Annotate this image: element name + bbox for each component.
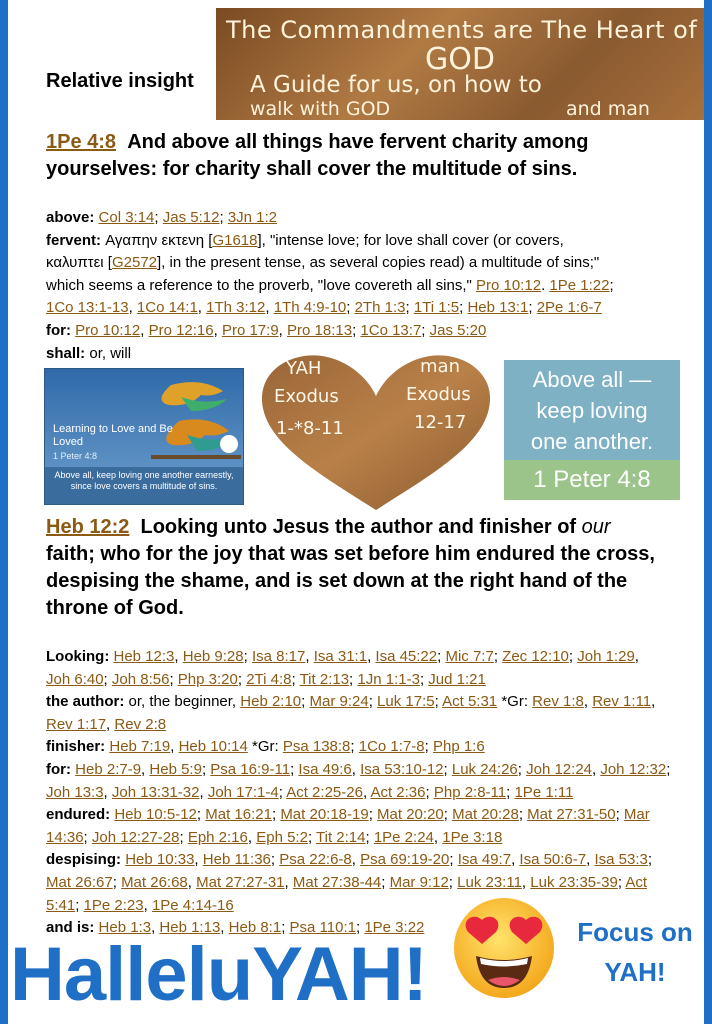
ref-link[interactable]: 1Pe 2:24 <box>373 828 434 846</box>
ref-link[interactable]: 1Pe 3:22 <box>364 919 425 937</box>
note-label: Looking: <box>46 648 110 665</box>
section-label: Relative insight <box>46 70 194 92</box>
ref-link[interactable]: Eph 2:16 <box>187 828 248 846</box>
note-text: Αγαπην εκτενη [ <box>105 231 213 249</box>
verse-text: yourselves: for charity shall cover the multitude of sins. <box>46 158 578 180</box>
halleluyah-banner: HalleluYAH! <box>10 932 427 1017</box>
ref-link[interactable]: Mat 27:27-31 <box>196 873 285 891</box>
strongs-link[interactable]: G1618 <box>212 231 258 249</box>
ref-link[interactable]: Act 2:36 <box>370 783 426 801</box>
ref-link[interactable]: Eph 5:2 <box>256 828 308 846</box>
banner-line-5: and man <box>566 98 650 120</box>
ref-link[interactable]: Tit 2:13 <box>299 670 350 688</box>
heart-left-3: 1-*8-11 <box>276 418 344 439</box>
heart-right-2: Exodus <box>406 384 471 405</box>
ref-link[interactable]: Luk 23:11 <box>457 873 522 891</box>
ref-link[interactable]: Heb 11:36 <box>202 851 271 869</box>
ref-link[interactable]: Heb 2:10 <box>240 693 302 711</box>
ref-link[interactable]: Mat 16:21 <box>205 806 272 824</box>
ref-link[interactable]: Heb 10:14 <box>178 738 248 756</box>
ref-link[interactable]: Mat 27:31-50 <box>527 806 616 824</box>
ref-link[interactable]: 3Jn 1:2 <box>227 209 278 226</box>
verse-text: faith; who for the joy that was set before him endured the cross, <box>46 543 655 565</box>
bird-caption: Above all, keep loving one another earnestly, since love covers a multitude of sins. <box>45 467 243 504</box>
ref-link[interactable]: 1Ti 1:5 <box>413 299 460 317</box>
ref-link[interactable]: 2Ti 4:8 <box>246 670 292 688</box>
verse-text: despising the shame, and is set down at the right hand of the <box>46 570 628 592</box>
ref-link[interactable]: 1Pe 1:22 <box>549 276 610 294</box>
ref-link[interactable]: Mat 20:20 <box>377 806 444 824</box>
ref-link[interactable]: Isa 45:22 <box>375 648 438 665</box>
ref-link[interactable]: Heb 2:7-9 <box>75 760 142 778</box>
ref-link[interactable]: Psa 22:6-8 <box>279 851 352 869</box>
ref-link[interactable]: Pro 10:12 <box>476 276 542 294</box>
note-label: finisher: <box>46 738 106 756</box>
ref-link[interactable]: Mar 14:36 <box>46 806 650 846</box>
verse-ref-link[interactable]: 1Pe 4:8 <box>46 131 117 153</box>
cross-references-1: above: Col 3:14; Jas 5:12; 3Jn 1:2 fervent: Αγαπην εκτενη [G1618], "intense love; for love shall cover (or covers, καλυπτει [G2572], in the present tense, as several copies read) a multitude of sins;" which seems a reference to the proverb, "love covereth all sins," Pro 10:12. 1Pe 1:22; 1Co 13:1-13, 1Co 14:1, 1Th 3:12, 1Th 4:9-10; 2Th 1:3; 1Ti 1:5; Heb 13:1; 2Pe 1:6-7 for: Pro 10:12, Pro 12:16, Pro 17:9, Pro 18:13; 1Co 13:7; Jas 5:20 shall: or, will <box>46 209 614 362</box>
verse-heb-12-2 <box>46 514 676 622</box>
note-label: fervent: <box>46 231 102 249</box>
commandments-banner <box>216 8 704 120</box>
note-label: for: <box>46 321 71 339</box>
ref-link[interactable]: Jas 5:12 <box>162 209 220 226</box>
ref-link[interactable]: Isa 8:17 <box>251 648 306 665</box>
ref-link[interactable]: Act 5:41 <box>46 873 648 914</box>
ref-link[interactable]: Luk 17:5 <box>377 693 435 711</box>
banner-line-4: walk with GOD <box>250 98 391 120</box>
ref-link[interactable]: Mar 9:24 <box>309 693 369 711</box>
ref-link[interactable]: Pro 18:13 <box>287 321 353 339</box>
ref-link[interactable]: Psa 69:19-20 <box>360 851 450 869</box>
heart-eyes-face-icon <box>452 896 556 1000</box>
heart-right-1: man <box>420 356 460 377</box>
banner-line-1: The Commandments are The Heart of <box>226 16 698 44</box>
ref-link[interactable]: Isa 50:6-7 <box>519 851 587 869</box>
note-label: and is: <box>46 919 95 937</box>
ref-link[interactable]: 1Co 13:7 <box>360 321 422 339</box>
focus-on-yah <box>566 912 704 992</box>
banner-line-3: A Guide for us, on how to <box>250 72 542 98</box>
ref-link[interactable]: Pro 10:12 <box>75 321 141 339</box>
verse-1pe-4-8 <box>46 129 666 183</box>
note-label: shall: <box>46 344 86 362</box>
ref-link[interactable]: Pro 17:9 <box>221 321 279 339</box>
app-logo-icon <box>220 435 238 453</box>
bird-title: Learning to Love and Be Loved <box>53 423 173 448</box>
ref-link[interactable]: 1Co 13:1-13 <box>46 299 129 317</box>
ref-link[interactable]: Heb 12:3 <box>113 648 175 665</box>
note-text: *Gr: <box>252 738 283 756</box>
heart-left-2: Exodus <box>274 386 339 407</box>
ref-link[interactable]: Act 5:31 <box>442 693 498 711</box>
ref-link[interactable]: Heb 9:28 <box>182 648 244 665</box>
ref-link[interactable]: Php 1:6 <box>432 738 485 756</box>
note-text: or, will <box>89 344 132 362</box>
card-text <box>504 364 680 457</box>
ref-link[interactable]: 1Co 14:1 <box>136 299 198 317</box>
banner-line-2: GOD <box>425 42 495 77</box>
note-text: ], in the present tense, as several copies read) a multitude of sins;" <box>157 254 600 272</box>
ref-link[interactable]: Isa 49:6 <box>298 760 352 778</box>
ref-link[interactable]: Zec 12:10 <box>502 648 569 665</box>
ref-link[interactable]: Heb 5:9 <box>149 760 202 778</box>
card-line: one another. <box>530 429 654 454</box>
bird-image <box>44 368 244 505</box>
ref-link[interactable]: Rev 1:8 <box>532 693 584 711</box>
heart-left-1: YAH <box>286 358 322 379</box>
card-line: keep loving <box>536 398 648 423</box>
ref-link[interactable]: Heb 7:19 <box>109 738 171 756</box>
strongs-link[interactable]: G2572 <box>111 254 158 272</box>
note-label: for: <box>46 760 71 778</box>
card-ref: 1 Peter 4:8 <box>504 460 680 500</box>
ref-link[interactable]: Joh 12:27-28 <box>91 828 180 846</box>
ref-link[interactable]: Mat 26:68 <box>121 873 188 891</box>
ref-link[interactable]: Mat 27:38-44 <box>292 873 382 891</box>
note-text: or, the beginner, <box>128 693 241 711</box>
ref-link[interactable]: Jas 5:20 <box>429 321 487 339</box>
ref-link[interactable]: Heb 10:33 <box>125 851 195 869</box>
ref-link[interactable]: 2Pe 1:6-7 <box>536 299 602 317</box>
ref-link[interactable]: Heb 8:1 <box>228 919 282 937</box>
ref-link[interactable]: Act 2:25-26 <box>286 783 363 801</box>
ref-link[interactable]: Mat 26:67 <box>46 873 113 891</box>
ref-link[interactable]: 1Th 3:12 <box>206 299 266 317</box>
ref-link[interactable]: 1Pe 4:14-16 <box>151 896 234 914</box>
focus-line: YAH! <box>604 957 666 987</box>
ref-link[interactable]: Col 3:14 <box>98 209 155 226</box>
ref-link[interactable]: Jud 1:21 <box>428 670 486 688</box>
ref-link[interactable]: 1Jn 1:1-3 <box>357 670 420 688</box>
ref-link[interactable]: Joh 8:56 <box>111 670 170 688</box>
ref-link[interactable]: Rev 1:17 <box>46 715 107 733</box>
heart-right-3: 12-17 <box>414 412 467 433</box>
ref-link[interactable]: Isa 31:1 <box>313 648 368 665</box>
ref-link[interactable]: Joh 12:32 <box>600 760 667 778</box>
ref-link[interactable]: Mat 20:18-19 <box>280 806 369 824</box>
ref-link[interactable]: Luk 24:26 <box>451 760 518 778</box>
note-text: which seems a reference to the proverb, "love covereth all sins," <box>46 276 477 294</box>
ref-link[interactable]: 1Pe 1:11 <box>514 783 574 801</box>
note-text: ], "intense love; for love shall cover (or covers, <box>257 231 564 249</box>
ref-link[interactable]: 1Pe 3:18 <box>442 828 503 846</box>
verse-text: And above all things have fervent charity among <box>127 131 589 153</box>
ref-link[interactable]: Psa 110:1 <box>289 919 356 937</box>
ref-link[interactable]: 1Th 4:9-10 <box>273 299 347 317</box>
ref-link[interactable]: Isa 49:7 <box>457 851 512 869</box>
cross-references-2: Looking: Heb 12:3, Heb 9:28; Isa 8:17, Isa 31:1, Isa 45:22; Mic 7:7; Zec 12:10; Joh 1:29, Joh 6:40; Joh 8:56; Php 3:20; 2Ti 4:8; Tit 2:13; 1Jn 1:1-3; Jud 1:21 the author: or, the beginner, Heb 2:10; Mar 9:24; Luk 17:5; Act 5:31 *Gr: Rev 1:8, Rev 1:11, Rev 1:17, Rev 2:8 finisher: Heb 7:19, Heb 10:14 *Gr: Psa 138:8; 1Co 1:7-8; Php 1:6 for: Heb 2:7-9, Heb 5:9; Psa 16:9-11; Isa 49:6, Isa 53:10-12; Luk 24:26; Joh 12:24, Joh 12:32; Joh 13:3, Joh 13:31-32, Joh 17:1-4; Act 2:25-26, Act 2:36; Php 2:8-11; 1Pe 1:11 endured: Heb 10:5-12; Mat 16:21; Mat 20:18-19; Mat 20:20; Mat 20:28; Mat 27:31-50; Mar 14:36; Joh 12:27-28; Eph 2:16, Eph 5:2; Tit 2:14; 1Pe 2:24, 1Pe 3:18 despising: Heb 10:33, Heb 11:36; Psa 22:6-8, Psa 69:19-20; Isa 49:7, Isa 50:6-7, Isa 53:3; Mat 26:67; Mat 26:68, Mat 27:27-31, Mat 27:38-44; Mar 9:12; Luk 23:11, Luk 23:35-39; Act 5:41; 1Pe 2:23, 1Pe 4:14-16 and is: Heb 1:3, Heb 1:13, Heb 8:1; Psa 110:1; 1Pe 3:22 <box>46 648 671 937</box>
ref-link[interactable]: Joh 12:24 <box>526 760 592 778</box>
ref-link[interactable]: Rev 2:8 <box>114 715 167 733</box>
verse-italic: our <box>581 516 611 538</box>
note-label: above: <box>46 209 95 226</box>
keep-loving-card <box>504 360 680 500</box>
verse-ref-link[interactable]: Heb 12:2 <box>46 516 130 538</box>
ref-link[interactable]: 1Pe 2:23 <box>83 896 144 914</box>
bird-ref: 1 Peter 4:8 <box>53 451 98 461</box>
ref-link[interactable]: Heb 13:1 <box>467 299 529 317</box>
note-label: despising: <box>46 851 122 869</box>
ref-link[interactable]: Mat 20:28 <box>452 806 519 824</box>
ref-link[interactable]: Heb 1:3 <box>98 919 152 937</box>
ref-link[interactable]: Joh 13:3 <box>46 783 104 801</box>
ref-link[interactable]: Luk 23:35-39 <box>530 873 618 891</box>
ref-link[interactable]: Isa 53:3 <box>594 851 648 869</box>
ref-link[interactable]: Php 2:8-11 <box>433 783 507 801</box>
ref-link[interactable]: Rev 1:11 <box>592 693 652 711</box>
ref-link[interactable]: Joh 17:1-4 <box>207 783 279 801</box>
ref-link[interactable]: Pro 12:16 <box>148 321 214 339</box>
ref-link[interactable]: Mic 7:7 <box>445 648 494 665</box>
ref-link[interactable]: Php 3:20 <box>177 670 238 688</box>
ref-link[interactable]: Psa 138:8 <box>282 738 351 756</box>
ref-link[interactable]: Tit 2:14 <box>316 828 366 846</box>
card-line: Above all — <box>532 367 652 392</box>
ref-link[interactable]: Joh 13:31-32 <box>111 783 200 801</box>
verse-text: Looking unto Jesus the author and finisher of <box>140 516 582 538</box>
ref-link[interactable]: Psa 16:9-11 <box>210 760 291 778</box>
note-text: *Gr: <box>501 693 533 711</box>
focus-line: Focus on <box>577 917 693 947</box>
ref-link[interactable]: Joh 6:40 <box>46 670 104 688</box>
ref-link[interactable]: Joh 1:29 <box>577 648 635 665</box>
note-label: endured: <box>46 806 111 824</box>
ref-link[interactable]: 1Co 1:7-8 <box>358 738 425 756</box>
ref-link[interactable]: Heb 1:13 <box>159 919 221 937</box>
verse-text: throne of God. <box>46 597 184 619</box>
exodus-heart-image <box>256 352 496 512</box>
ref-link[interactable]: Isa 53:10-12 <box>360 760 444 778</box>
ref-link[interactable]: 2Th 1:3 <box>354 299 406 317</box>
note-label: the author: <box>46 693 125 711</box>
note-text: καλυπτει [ <box>46 254 112 272</box>
ref-link[interactable]: Mar 9:12 <box>389 873 449 891</box>
ref-link[interactable]: Heb 10:5-12 <box>114 806 197 824</box>
